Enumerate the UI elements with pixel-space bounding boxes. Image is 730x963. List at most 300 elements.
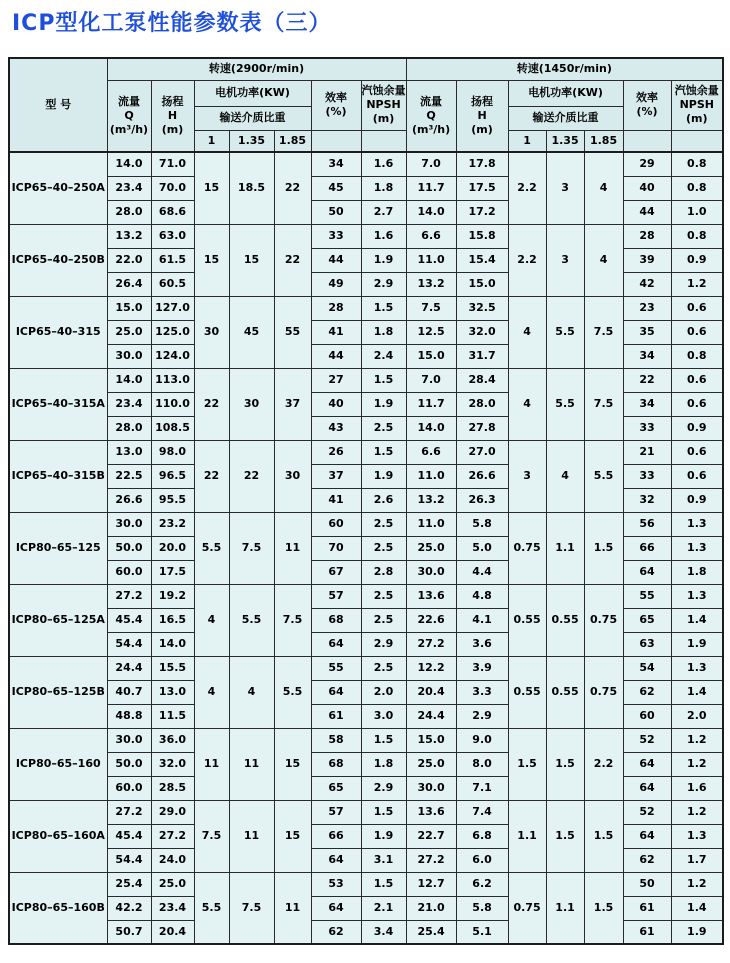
flow-cell: 25.0 [406,536,456,560]
npsh-cell: 2.7 [361,200,406,224]
efficiency-cell: 67 [311,560,361,584]
head-cell: 113.0 [151,368,194,392]
head-cell: 15.0 [456,272,508,296]
npsh-cell: 2.9 [361,776,406,800]
efficiency-cell: 34 [623,392,671,416]
flow-cell: 50.0 [107,536,151,560]
efficiency-cell: 66 [623,536,671,560]
npsh-cell: 1.6 [671,776,723,800]
power-cell: 4 [508,368,546,440]
head-cell: 7.1 [456,776,508,800]
npsh-cell: 2.6 [361,488,406,512]
efficiency-header-left: 效率 (%) [311,80,361,130]
gravity-header-right: 输送介质比重 [508,106,623,130]
head-cell: 24.0 [151,848,194,872]
power-cell: 7.5 [229,872,274,944]
flow-cell: 40.7 [107,680,151,704]
head-cell: 5.0 [456,536,508,560]
efficiency-cell: 50 [623,872,671,896]
power-cell: 5.5 [584,440,623,512]
head-cell: 63.0 [151,224,194,248]
power-cell: 22 [229,440,274,512]
head-cell: 3.6 [456,632,508,656]
npsh-cell: 1.2 [671,728,723,752]
flow-cell: 14.0 [406,416,456,440]
power-cell: 11 [229,728,274,800]
head-cell: 5.1 [456,920,508,944]
head-cell: 96.5 [151,464,194,488]
npsh-cell: 1.9 [671,632,723,656]
table-row [9,872,723,896]
head-header-right: 扬程 H (m) [456,80,508,152]
flow-cell: 27.2 [107,584,151,608]
flow-cell: 13.6 [406,800,456,824]
npsh-cell: 1.2 [671,272,723,296]
head-cell: 108.5 [151,416,194,440]
head-cell: 17.2 [456,200,508,224]
flow-cell: 11.0 [406,464,456,488]
ratio-1-right: 1 [508,130,546,152]
flow-cell: 14.0 [406,200,456,224]
power-cell: 4 [546,440,584,512]
npsh-cell: 1.6 [361,152,406,176]
power-cell: 7.5 [584,296,623,368]
npsh-cell: 1.9 [361,392,406,416]
ratio-185-left: 1.85 [274,130,311,152]
npsh-cell: 1.4 [671,680,723,704]
flow-cell: 11.0 [406,512,456,536]
efficiency-cell: 64 [311,848,361,872]
power-cell: 22 [194,368,229,440]
power-cell: 4 [229,656,274,728]
npsh-cell: 3.4 [361,920,406,944]
head-cell: 28.4 [456,368,508,392]
power-cell: 1.5 [584,800,623,872]
npsh-cell: 1.4 [671,896,723,920]
power-cell: 0.75 [508,872,546,944]
power-cell: 1.5 [584,872,623,944]
power-cell: 2.2 [508,224,546,296]
flow-cell: 6.6 [406,440,456,464]
efficiency-header-spacer-left [311,130,361,152]
power-cell: 7.5 [274,584,311,656]
head-cell: 6.2 [456,872,508,896]
table-body [9,152,723,944]
npsh-cell: 0.9 [671,248,723,272]
power-cell: 1.1 [546,872,584,944]
flow-cell: 12.2 [406,656,456,680]
efficiency-cell: 65 [311,776,361,800]
efficiency-cell: 57 [311,800,361,824]
efficiency-cell: 68 [311,752,361,776]
head-cell: 15.4 [456,248,508,272]
npsh-cell: 2.0 [671,704,723,728]
npsh-cell: 1.8 [361,320,406,344]
head-cell: 2.9 [456,704,508,728]
flow-cell: 12.5 [406,320,456,344]
power-cell: 1.5 [584,512,623,584]
model-cell: ICP80–65–160A [9,800,107,872]
head-cell: 70.0 [151,176,194,200]
power-cell: 15 [229,224,274,296]
power-cell: 11 [194,728,229,800]
flow-cell: 26.6 [107,488,151,512]
head-cell: 8.0 [456,752,508,776]
efficiency-cell: 68 [311,608,361,632]
head-cell: 25.0 [151,872,194,896]
npsh-cell: 1.2 [671,752,723,776]
efficiency-cell: 50 [311,200,361,224]
power-cell: 15 [194,152,229,224]
efficiency-cell: 21 [623,440,671,464]
head-cell: 29.0 [151,800,194,824]
npsh-cell: 0.9 [671,488,723,512]
flow-cell: 24.4 [107,656,151,680]
flow-cell: 13.0 [107,440,151,464]
performance-table [8,57,724,945]
power-cell: 11 [229,800,274,872]
npsh-cell: 2.0 [361,680,406,704]
efficiency-cell: 44 [311,248,361,272]
power-cell: 2.2 [508,152,546,224]
efficiency-cell: 52 [623,728,671,752]
flow-cell: 22.5 [107,464,151,488]
flow-cell: 12.7 [406,872,456,896]
head-cell: 27.2 [151,824,194,848]
npsh-cell: 0.6 [671,440,723,464]
flow-cell: 27.2 [107,800,151,824]
head-cell: 16.5 [151,608,194,632]
flow-cell: 48.8 [107,704,151,728]
npsh-cell: 0.9 [671,416,723,440]
efficiency-cell: 26 [311,440,361,464]
efficiency-cell: 43 [311,416,361,440]
flow-cell: 11.7 [406,392,456,416]
head-cell: 5.8 [456,896,508,920]
head-cell: 28.0 [456,392,508,416]
efficiency-cell: 54 [623,656,671,680]
head-cell: 15.5 [151,656,194,680]
efficiency-cell: 64 [311,680,361,704]
flow-cell: 15.0 [406,344,456,368]
efficiency-cell: 58 [311,728,361,752]
flow-cell: 30.0 [107,728,151,752]
head-cell: 3.3 [456,680,508,704]
power-cell: 7.5 [584,368,623,440]
efficiency-cell: 33 [623,464,671,488]
power-cell: 11 [274,872,311,944]
flow-cell: 15.0 [406,728,456,752]
npsh-cell: 1.5 [361,296,406,320]
head-cell: 95.5 [151,488,194,512]
efficiency-cell: 64 [623,776,671,800]
efficiency-cell: 60 [311,512,361,536]
efficiency-cell: 44 [311,344,361,368]
power-cell: 1.5 [546,728,584,800]
efficiency-cell: 29 [623,152,671,176]
power-cell: 1.5 [546,800,584,872]
efficiency-cell: 61 [311,704,361,728]
flow-cell: 13.2 [406,272,456,296]
head-cell: 27.0 [456,440,508,464]
npsh-header-left: 汽蚀余量 NPSH (m) [361,80,406,130]
power-cell: 0.55 [546,584,584,656]
power-cell: 7.5 [194,800,229,872]
efficiency-cell: 61 [623,920,671,944]
efficiency-cell: 64 [311,632,361,656]
efficiency-cell: 65 [623,608,671,632]
npsh-cell: 1.8 [361,752,406,776]
power-cell: 5.5 [194,872,229,944]
npsh-cell: 1.2 [671,872,723,896]
efficiency-cell: 57 [311,584,361,608]
efficiency-cell: 23 [623,296,671,320]
power-cell: 15 [274,800,311,872]
npsh-cell: 1.8 [671,560,723,584]
power-cell: 2.2 [584,728,623,800]
head-cell: 23.2 [151,512,194,536]
npsh-cell: 2.5 [361,608,406,632]
model-cell: ICP65–40–250B [9,224,107,296]
model-cell: ICP65–40–315 [9,296,107,368]
npsh-cell: 2.9 [361,632,406,656]
power-cell: 22 [274,152,311,224]
flow-cell: 27.2 [406,632,456,656]
flow-cell: 22.7 [406,824,456,848]
table-row [9,800,723,824]
head-cell: 71.0 [151,152,194,176]
power-cell: 5.5 [229,584,274,656]
power-cell: 18.5 [229,152,274,224]
head-cell: 3.9 [456,656,508,680]
npsh-cell: 0.8 [671,152,723,176]
table-row [9,368,723,392]
npsh-cell: 0.8 [671,344,723,368]
table-header [9,58,723,152]
power-cell: 30 [229,368,274,440]
npsh-cell: 0.8 [671,224,723,248]
efficiency-cell: 42 [623,272,671,296]
head-cell: 7.4 [456,800,508,824]
flow-cell: 7.0 [406,368,456,392]
npsh-cell: 0.6 [671,464,723,488]
efficiency-cell: 37 [311,464,361,488]
table-row [9,584,723,608]
table-row [9,656,723,680]
npsh-cell: 0.6 [671,368,723,392]
head-cell: 6.8 [456,824,508,848]
npsh-cell: 1.3 [671,584,723,608]
flow-cell: 11.7 [406,176,456,200]
npsh-cell: 0.6 [671,392,723,416]
power-cell: 5.5 [546,296,584,368]
power-cell: 5.5 [194,512,229,584]
flow-cell: 27.2 [406,848,456,872]
npsh-cell: 1.3 [671,824,723,848]
npsh-header-spacer-right [671,130,723,152]
power-cell: 30 [274,440,311,512]
head-header-left: 扬程 H (m) [151,80,194,152]
efficiency-cell: 33 [623,416,671,440]
table-row [9,440,723,464]
power-cell: 37 [274,368,311,440]
efficiency-cell: 66 [311,824,361,848]
table-row [9,296,723,320]
efficiency-cell: 62 [623,680,671,704]
npsh-cell: 2.1 [361,896,406,920]
power-cell: 4 [194,656,229,728]
npsh-cell: 1.7 [671,848,723,872]
flow-cell: 6.6 [406,224,456,248]
power-cell: 7.5 [229,512,274,584]
npsh-cell: 2.5 [361,584,406,608]
npsh-cell: 1.5 [361,440,406,464]
efficiency-cell: 52 [623,800,671,824]
model-cell: ICP65–40–315A [9,368,107,440]
head-cell: 124.0 [151,344,194,368]
flow-cell: 13.2 [406,488,456,512]
efficiency-cell: 34 [623,344,671,368]
flow-cell: 15.0 [107,296,151,320]
efficiency-cell: 35 [623,320,671,344]
flow-cell: 14.0 [107,368,151,392]
efficiency-cell: 34 [311,152,361,176]
power-cell: 3 [546,224,584,296]
model-cell: ICP80–65–160B [9,872,107,944]
flow-cell: 50.0 [107,752,151,776]
flow-cell: 54.4 [107,848,151,872]
head-cell: 4.1 [456,608,508,632]
ratio-1-left: 1 [194,130,229,152]
head-cell: 98.0 [151,440,194,464]
head-cell: 15.8 [456,224,508,248]
efficiency-cell: 45 [311,176,361,200]
power-header-right: 电机功率(KW) [508,80,623,106]
head-cell: 27.8 [456,416,508,440]
power-cell: 4 [584,224,623,296]
npsh-cell: 0.6 [671,320,723,344]
model-cell: ICP80–65–160 [9,728,107,800]
efficiency-cell: 64 [623,824,671,848]
flow-cell: 30.0 [406,560,456,584]
table-row [9,512,723,536]
efficiency-header-right: 效率 (%) [623,80,671,130]
npsh-cell: 1.5 [361,368,406,392]
npsh-cell: 1.3 [671,512,723,536]
power-cell: 0.55 [508,584,546,656]
efficiency-cell: 44 [623,200,671,224]
npsh-cell: 1.0 [671,200,723,224]
flow-cell: 7.5 [406,296,456,320]
head-cell: 110.0 [151,392,194,416]
npsh-cell: 2.5 [361,416,406,440]
model-cell: ICP80–65–125A [9,584,107,656]
efficiency-cell: 62 [623,848,671,872]
head-cell: 31.7 [456,344,508,368]
head-cell: 19.2 [151,584,194,608]
head-cell: 4.4 [456,560,508,584]
flow-cell: 20.4 [406,680,456,704]
flow-cell: 26.4 [107,272,151,296]
power-cell: 15 [274,728,311,800]
flow-cell: 13.2 [107,224,151,248]
gravity-header-left: 输送介质比重 [194,106,311,130]
flow-header-left: 流量 Q (m³/h) [107,80,151,152]
table-row [9,224,723,248]
table-row [9,728,723,752]
npsh-header-spacer-left [361,130,406,152]
efficiency-cell: 64 [623,560,671,584]
flow-cell: 22.6 [406,608,456,632]
efficiency-cell: 33 [311,224,361,248]
head-cell: 32.5 [456,296,508,320]
npsh-cell: 1.9 [361,464,406,488]
efficiency-cell: 28 [623,224,671,248]
flow-cell: 30.0 [107,344,151,368]
power-cell: 0.75 [584,584,623,656]
flow-cell: 7.0 [406,152,456,176]
head-cell: 28.5 [151,776,194,800]
head-cell: 36.0 [151,728,194,752]
efficiency-cell: 32 [623,488,671,512]
flow-cell: 42.2 [107,896,151,920]
head-cell: 11.5 [151,704,194,728]
efficiency-cell: 60 [623,704,671,728]
flow-cell: 25.4 [107,872,151,896]
efficiency-cell: 61 [623,896,671,920]
npsh-cell: 1.3 [671,656,723,680]
head-cell: 13.0 [151,680,194,704]
efficiency-cell: 56 [623,512,671,536]
head-cell: 20.0 [151,536,194,560]
head-cell: 61.5 [151,248,194,272]
model-cell: ICP80–65–125 [9,512,107,584]
power-cell: 11 [274,512,311,584]
npsh-cell: 2.5 [361,536,406,560]
power-cell: 4 [508,296,546,368]
power-cell: 4 [584,152,623,224]
power-cell: 0.75 [584,656,623,728]
flow-cell: 22.0 [107,248,151,272]
flow-cell: 25.4 [406,920,456,944]
flow-cell: 60.0 [107,560,151,584]
flow-cell: 23.4 [107,392,151,416]
speed-1450-header: 转速(1450r/min) [406,58,723,80]
flow-cell: 60.0 [107,776,151,800]
head-cell: 17.5 [151,560,194,584]
npsh-cell: 2.5 [361,512,406,536]
head-cell: 20.4 [151,920,194,944]
model-cell: ICP80–65–125B [9,656,107,728]
efficiency-cell: 55 [623,584,671,608]
power-header-left: 电机功率(KW) [194,80,311,106]
flow-header-right: 流量 Q (m³/h) [406,80,456,152]
power-cell: 22 [274,224,311,296]
efficiency-header-spacer-right [623,130,671,152]
npsh-cell: 1.4 [671,608,723,632]
efficiency-cell: 41 [311,488,361,512]
npsh-cell: 1.3 [671,536,723,560]
flow-cell: 24.4 [406,704,456,728]
speed-2900-header: 转速(2900r/min) [107,58,406,80]
power-cell: 0.75 [508,512,546,584]
ratio-185-right: 1.85 [584,130,623,152]
head-cell: 60.5 [151,272,194,296]
flow-cell: 11.0 [406,248,456,272]
npsh-cell: 0.8 [671,176,723,200]
power-cell: 5.5 [546,368,584,440]
npsh-cell: 1.9 [361,824,406,848]
